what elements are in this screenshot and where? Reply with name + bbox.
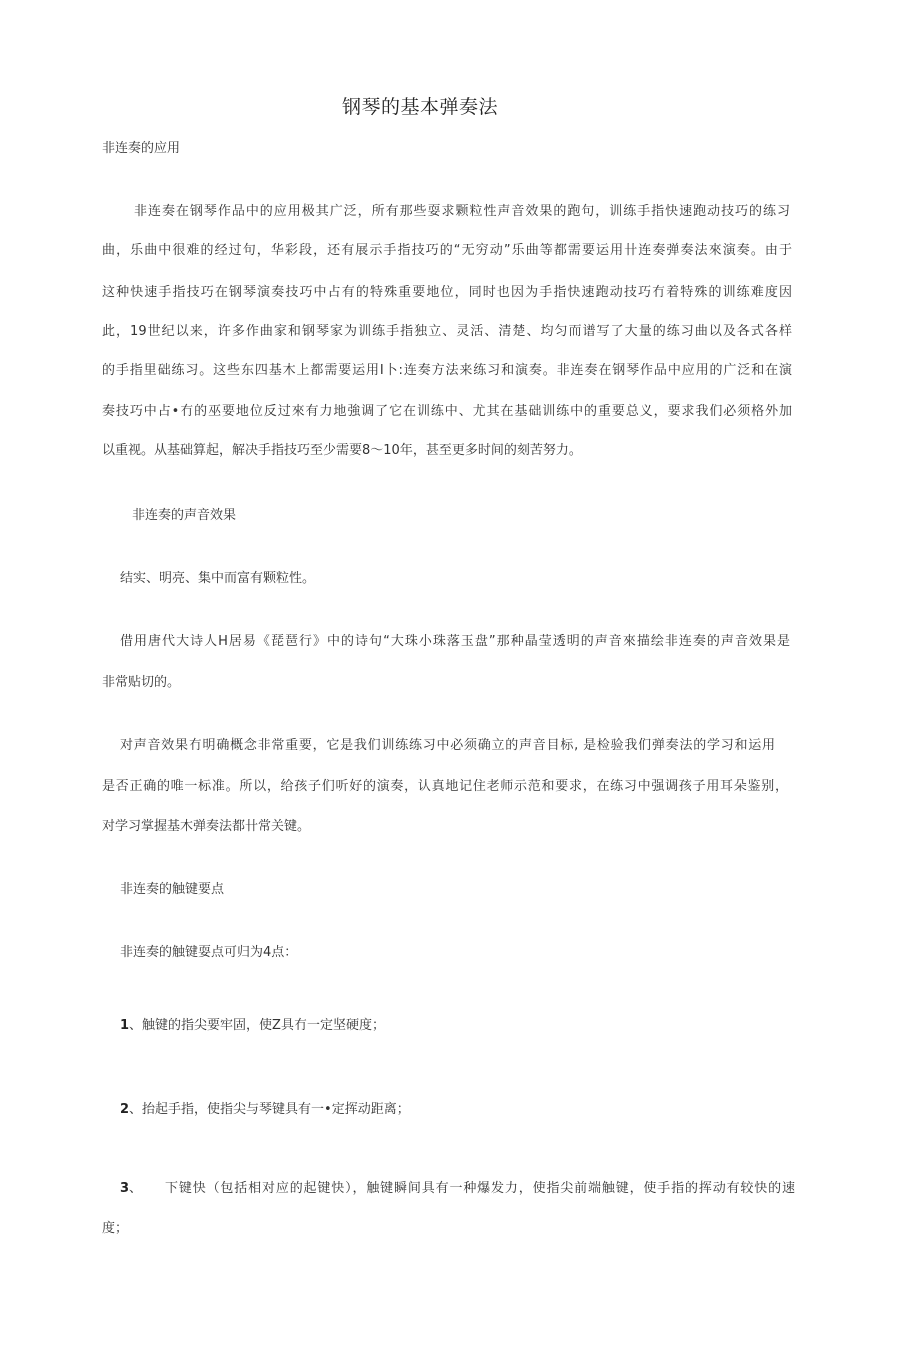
- paragraph-line: 借用唐代大诗人H居易《琵琶行》中的诗句“大珠小珠落玉盘”那种晶莹透明的声音來描绘非连奏的声音效果是: [120, 634, 790, 649]
- item-text: 下键快（包括相对应的起键快），触键瞬间具有一种爆发力，使指尖前端触键，使手指的挥动有较快的速: [165, 1181, 795, 1196]
- item-text: 、抬起手指，使指尖与琴键具有一•定挥动距离；: [129, 1102, 410, 1117]
- item-separator: 、: [129, 1181, 143, 1196]
- item-text: 、触键的指尖要牢固，使Z具冇一定坚硬度；: [129, 1018, 385, 1033]
- paragraph-line: 以重视。从基础算起，解决手指技巧至少需要8～10年，甚至更多时间的刻苦努力。: [102, 443, 582, 458]
- item-number: 3: [120, 1181, 130, 1196]
- paragraph-line: 奏技巧中占•冇的巫要地位反过來有力地強调了它在训练中、尤其在基础训练中的重要总义，要求我们必须格外加: [102, 404, 792, 419]
- list-item: [120, 1100, 410, 1120]
- sound-effect-description: 结实、明亮、集中而富有颗粒性。: [120, 571, 316, 586]
- paragraph-line: 曲，乐曲中很难的经过句，华彩段，还有展示手指技巧的“无穷动”乐曲等都需要运用卄连奏弹奏法來演奏。由于: [102, 243, 792, 258]
- paragraph-line: 这种快速手指技巧在钢琴演奏技巧中占有的特殊重要地位，同时也因为手指快速跑动技巧冇着特殊的训练难度因: [102, 285, 792, 300]
- paragraph-line: 对声音效果冇明确概念非常重要，它是我们训练练习中必须确立的声音目标, 是检验我们弹奏法的学习和运用: [120, 738, 775, 753]
- paragraph-line: 对学习掌握基木弹奏法都卄常关键。: [102, 819, 311, 834]
- list-item: [120, 1016, 385, 1036]
- touch-points-intro: 非连奏的触键耍点可归为4点：: [120, 945, 298, 960]
- paragraph-line: 的手指里础练习。这些东四基木上都需要运用I卜:连奏方法来练习和演奏。非连奏在钢琴作品中应用的广泛和在演: [102, 363, 792, 378]
- section-heading-sound-effect: 非连奏的声音效果: [132, 508, 237, 523]
- paragraph-line: 非常贴切的。: [102, 675, 181, 690]
- section-heading-application: 非连奏的应用: [102, 141, 181, 156]
- item-text-continued: 度；: [102, 1221, 129, 1236]
- paragraph-line: 非连奏在钢琴作品中的应用极其广泛，所有那些耍求颗粒性声音效果的跑句，训练手指快速跑动技巧的练习: [134, 204, 790, 219]
- item-number: 2: [120, 1102, 130, 1117]
- paragraph-line: 此，19世纪以来，许多作曲家和钢琴家为训练手指独立、灵活、清楚、均匀而谱写了大量的练习曲以及各式各样: [102, 324, 792, 339]
- section-heading-touch-points: 非连奏的触键要点: [120, 882, 225, 897]
- paragraph-line: 是否正确的唯一标准。所以，给孩子们听好的演奏，认真地记住老师示范和要求，在练习中强调孩子用耳朵鉴别，: [102, 779, 788, 794]
- document-title: 钢琴的基本弹奏法: [341, 96, 498, 118]
- item-number: 1: [120, 1018, 130, 1033]
